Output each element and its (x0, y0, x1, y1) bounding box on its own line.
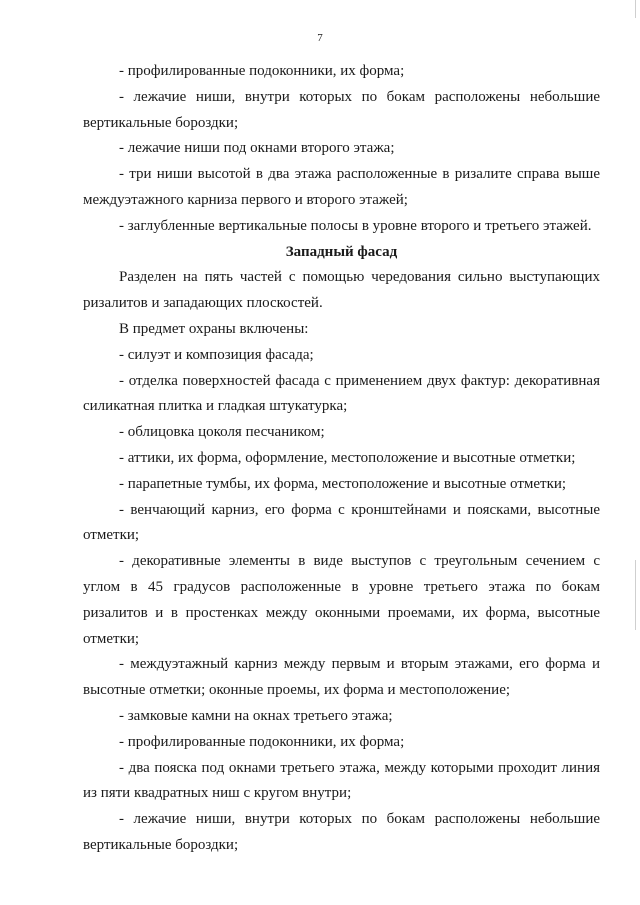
section-heading: Западный фасад (285, 243, 398, 260)
section-intro: Разделен на пять частей с помощью чередования сильно выступающих ризалитов и западающих плоскостей. (83, 269, 600, 312)
scan-edge-mark (635, 0, 636, 18)
list-item: - венчающий карниз, его форма с кронштейнами и поясками, высотные отметки; (83, 501, 600, 544)
list-item: - парапетные тумбы, их форма, местоположение и высотные отметки; (119, 475, 567, 492)
document-body (83, 59, 600, 859)
scan-edge-mark (635, 560, 636, 630)
list-item: - профилированные подоконники, их форма; (119, 733, 405, 750)
page-number: 7 (317, 32, 323, 44)
list-item: - замковые камни на окнах третьего этажа; (119, 707, 393, 724)
list-item: - междуэтажный карниз между первым и вторым этажами, его форма и высотные отметки; оконные проемы, их форма и местоположение; (83, 656, 600, 699)
list-item: - силуэт и композиция фасада; (119, 346, 314, 363)
list-item: - профилированные подоконники, их форма; (119, 63, 405, 79)
protection-subject-intro: В предмет охраны включены: (119, 320, 309, 337)
list-item: - лежачие ниши, внутри которых по бокам расположены небольшие вертикальные бороздки; (83, 811, 600, 853)
list-item: - декоративные элементы в виде выступов с треугольным сечением с углом в 45 градусов расположенные в уровне третьего этажа по бокам ризалитов и в простенках между оконными проемами, их форма, высотные отметки; (83, 553, 600, 647)
list-item: - облицовка цоколя песчаником; (119, 424, 325, 441)
list-item: - три ниши высотой в два этажа расположенные в ризалите справа выше междуэтажного карниза первого и второго этажей; (83, 166, 600, 208)
list-item: - лежачие ниши под окнами второго этажа; (119, 140, 395, 157)
list-item: - отделка поверхностей фасада с применением двух фактур: декоративная силикатная плитка и гладкая штукатурка; (83, 372, 600, 415)
list-item: - аттики, их форма, оформление, местоположение и высотные отметки; (119, 449, 576, 466)
list-item: - два пояска под окнами третьего этажа, между которыми проходит линия из пяти квадратных ниш с кругом внутри; (83, 759, 600, 802)
list-item: - заглубленные вертикальные полосы в уровне второго и третьего этажей. (119, 217, 592, 234)
list-item: - лежачие ниши, внутри которых по бокам расположены небольшие вертикальные бороздки; (83, 88, 600, 131)
